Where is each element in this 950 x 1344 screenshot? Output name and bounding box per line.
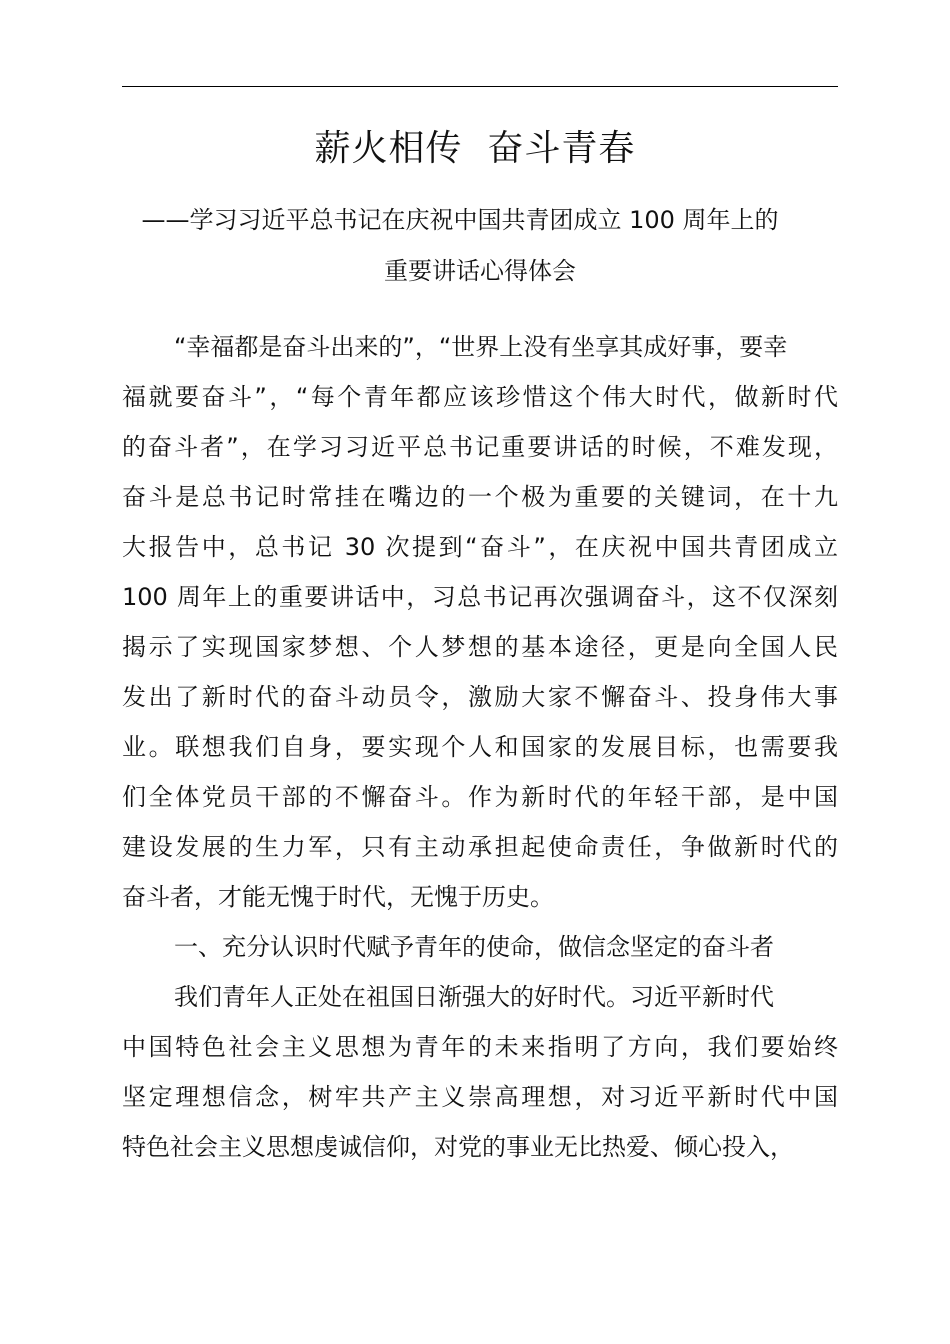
paragraph-line: 奋斗者，才能无愧于时代，无愧于历史。 <box>122 883 554 911</box>
paragraph-line: 福就要奋斗”，“每个青年都应该珍惜这个伟大时代，做新时代 <box>122 383 838 411</box>
paragraph-line: 奋斗是总书记时常挂在嘴边的一个极为重要的关键词，在十九 <box>122 483 838 511</box>
document-subtitle-line-2: 重要讲话心得体会 <box>384 257 576 285</box>
paragraph-line: 们全体党员干部的不懈奋斗。作为新时代的年轻干部，是中国 <box>122 783 838 811</box>
paragraph-line: 坚定理想信念，树牢共产主义崇高理想，对习近平新时代中国 <box>122 1083 838 1111</box>
paragraph-line: “幸福都是奋斗出来的”，“世界上没有坐享其成好事，要幸 <box>174 333 788 361</box>
paragraph-line: 特色社会主义思想虔诚信仰，对党的事业无比热爱、倾心投入， <box>122 1133 794 1161</box>
document-title: 薪火相传 奋斗青春 <box>314 128 636 169</box>
paragraph-line: 发出了新时代的奋斗动员令，激励大家不懈奋斗、投身伟大事 <box>122 683 838 711</box>
paragraph-line: 业。联想我们自身，要实现个人和国家的发展目标，也需要我 <box>122 733 838 761</box>
paragraph-line: 我们青年人正处在祖国日渐强大的好时代。习近平新时代 <box>174 983 774 1011</box>
document-subtitle-line-1: ——学习习近平总书记在庆祝中国共青团成立 100 周年上的 <box>141 206 779 234</box>
paragraph-line: 100 周年上的重要讲话中，习总书记再次强调奋斗，这不仅深刻 <box>122 583 838 611</box>
paragraph-line: 大报告中，总书记 30 次提到“奋斗”，在庆祝中国共青团成立 <box>122 533 838 561</box>
paragraph-line: 揭示了实现国家梦想、个人梦想的基本途径，更是向全国人民 <box>122 633 838 661</box>
header-rule <box>122 86 838 87</box>
document-body <box>122 322 838 1172</box>
paragraph-line: 建设发展的生力军，只有主动承担起使命责任，争做新时代的 <box>122 833 838 861</box>
section-heading: 一、充分认识时代赋予青年的使命，做信念坚定的奋斗者 <box>174 933 774 961</box>
paragraph-line: 的奋斗者”，在学习习近平总书记重要讲话的时候，不难发现， <box>122 433 838 461</box>
paragraph-line: 中国特色社会主义思想为青年的未来指明了方向，我们要始终 <box>122 1033 838 1061</box>
